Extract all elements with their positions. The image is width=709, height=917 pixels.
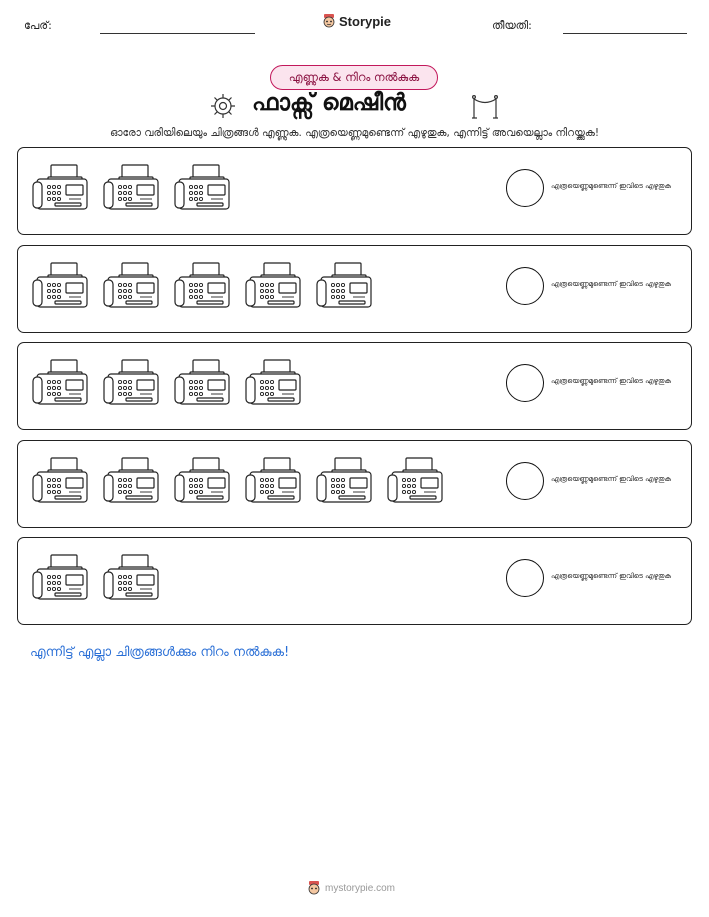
fax-machine-icon[interactable] — [102, 358, 160, 408]
storypie-mascot-icon — [322, 13, 336, 29]
count-row — [17, 440, 692, 528]
fax-machine-icon[interactable] — [244, 456, 302, 506]
brand-name: Storypie — [339, 13, 392, 29]
count-row — [17, 245, 692, 333]
count-row — [17, 147, 692, 235]
fax-machine-icon[interactable] — [31, 456, 89, 506]
answer-hint: എത്രയെണ്ണമുണ്ടെന്ന് ഇവിടെ എഴുതുക — [551, 182, 672, 190]
answer-circle[interactable] — [506, 364, 544, 402]
fax-machine-icon[interactable] — [31, 358, 89, 408]
activity-badge: എണ്ണുക & നിറം നൽകുക — [270, 65, 438, 90]
fax-machine-icon[interactable] — [102, 456, 160, 506]
fax-machine-icon[interactable] — [31, 261, 89, 311]
banner-stand-icon — [470, 94, 500, 120]
fax-machine-icon[interactable] — [315, 261, 373, 311]
title-row — [0, 90, 709, 122]
fax-machine-icon[interactable] — [173, 163, 231, 213]
answer-circle[interactable] — [506, 462, 544, 500]
date-label: തീയതി: — [492, 19, 532, 32]
fax-machine-icon[interactable] — [173, 261, 231, 311]
answer-hint: എത്രയെണ്ണമുണ്ടെന്ന് ഇവിടെ എഴുതുക — [551, 572, 672, 580]
answer-hint: എത്രയെണ്ണമുണ്ടെന്ന് ഇവിടെ എഴുതുക — [551, 377, 672, 385]
name-label: പേര്: — [24, 19, 52, 32]
answer-circle[interactable] — [506, 559, 544, 597]
storypie-mascot-icon — [307, 880, 321, 896]
answer-hint: എത്രയെണ്ണമുണ്ടെന്ന് ഇവിടെ എഴുതുക — [551, 280, 672, 288]
color-all-note: എന്നിട്ട് എല്ലാ ചിത്രങ്ങൾക്കും നിറം നൽകുക! — [30, 645, 290, 660]
fax-machine-icon[interactable] — [31, 553, 89, 603]
fax-machine-icon[interactable] — [244, 261, 302, 311]
fax-machine-icon[interactable] — [102, 553, 160, 603]
fax-machine-icon[interactable] — [173, 456, 231, 506]
brand-logo — [322, 13, 391, 29]
answer-circle[interactable] — [506, 267, 544, 305]
count-row — [17, 537, 692, 625]
answer-hint: എത്രയെണ്ണമുണ്ടെന്ന് ഇവിടെ എഴുതുക — [551, 475, 672, 483]
fax-machine-icon[interactable] — [244, 358, 302, 408]
page-title: ഫാക്സ് മെഷീൻ — [252, 90, 406, 116]
fax-machine-icon[interactable] — [386, 456, 444, 506]
footer-brand — [307, 880, 395, 896]
fax-machine-icon[interactable] — [31, 163, 89, 213]
footer-url: mystorypie.com — [325, 882, 396, 894]
fax-machine-icon[interactable] — [173, 358, 231, 408]
answer-circle[interactable] — [506, 169, 544, 207]
date-write-line[interactable] — [563, 33, 687, 34]
fax-machine-icon[interactable] — [102, 163, 160, 213]
name-write-line[interactable] — [100, 33, 255, 34]
instructions: ഓരോ വരിയിലെയും ചിത്രങ്ങൾ എണ്ണുക. എത്രയെണ്ണമുണ്ടെന്ന് എഴുതുക, എന്നിട്ട് അവയെല്ലാം നിറയ്ക്കുക! — [109, 127, 600, 139]
count-row — [17, 342, 692, 430]
fax-machine-icon[interactable] — [102, 261, 160, 311]
gear-icon — [209, 92, 237, 120]
fax-machine-icon[interactable] — [315, 456, 373, 506]
